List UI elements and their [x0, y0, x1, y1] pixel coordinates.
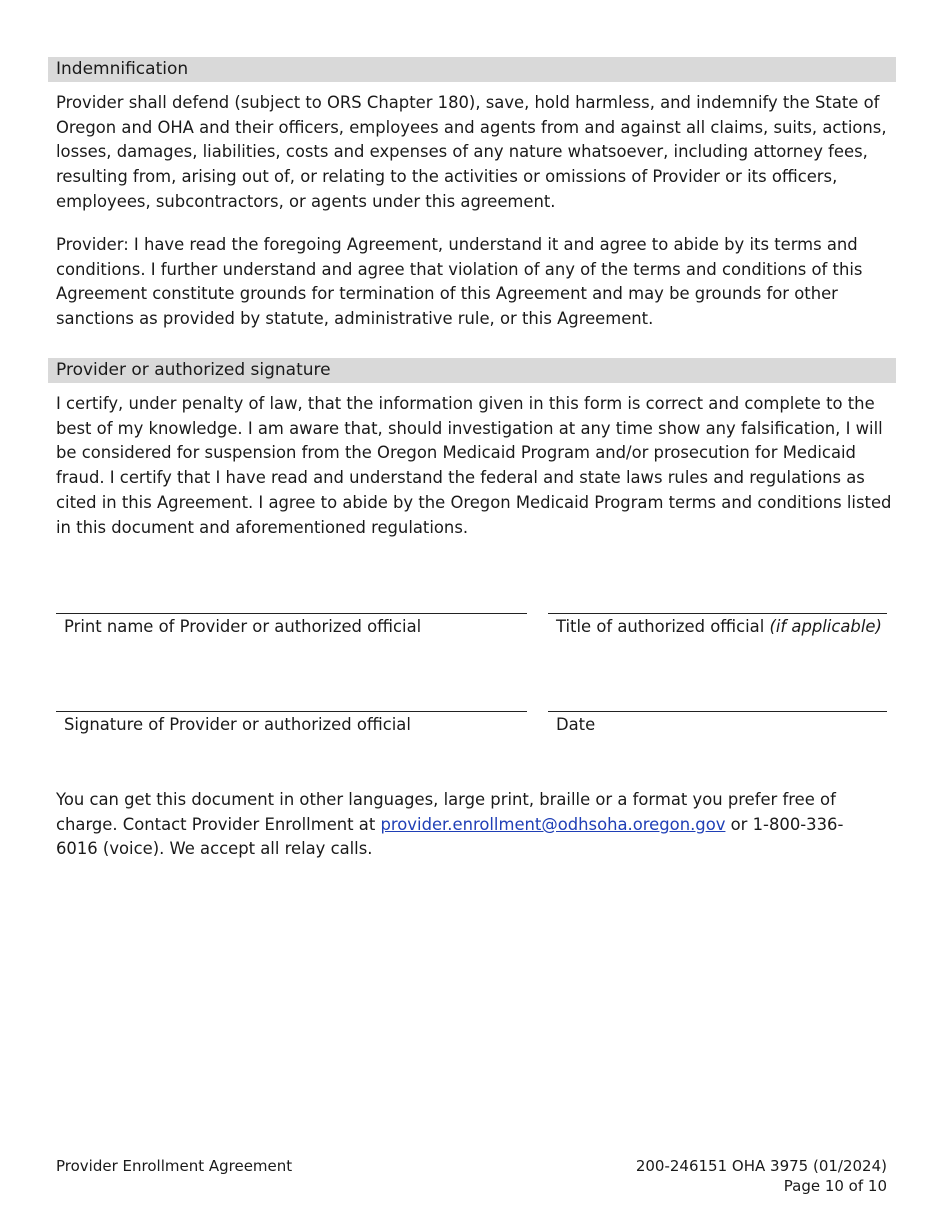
- title-label: [556, 615, 882, 639]
- provider-label: Provider:: [56, 235, 129, 254]
- title-label-note: (if applicable): [769, 617, 882, 636]
- date-label: Date: [556, 715, 596, 734]
- print-name-line[interactable]: [56, 613, 527, 614]
- certification-text: I certify, under penalty of law, that the information given in this form is correct and complete to the best of my knowledge. I am aware that, should investigation at any time show any falsification, I will be considered for suspension from the Oregon Medicaid Program and/or prosecution for Medicaid fraud. I certify that I have read and understand the federal and state laws rules and regulations as cited in this Agreement. I agree to abide by the Oregon Medicaid Program terms and conditions listed in this document and aforementioned regulations.: [56, 394, 892, 537]
- footer-page-number: Page 10 of 10: [783, 1177, 887, 1195]
- accessibility-text-before: You can get this document in other languages, large print, braille or a format you prefer free of charge. Contact Provider Enrollment at: [56, 790, 836, 834]
- enrollment-email-link[interactable]: provider.enrollment@odhsoha.oregon.gov: [380, 814, 726, 834]
- footer-document-title: Provider Enrollment Agreement: [56, 1157, 293, 1175]
- signature-label: Signature of Provider or authorized official: [64, 715, 411, 734]
- signature-line[interactable]: [56, 711, 527, 712]
- accessibility-notice: [56, 788, 856, 862]
- indemnification-heading: Indemnification: [48, 57, 896, 82]
- accessibility-text-after: or 1-800-336-6016 (voice). We accept all relay calls.: [56, 814, 844, 859]
- print-name-label: Print name of Provider or authorized official: [64, 617, 422, 636]
- provider-statement: [56, 233, 892, 332]
- provider-statement-text: I have read the foregoing Agreement, understand it and agree to abide by its terms and conditions. I further understand and agree that violation of any of the terms and conditions of this Agreement constitute grounds for termination of this Agreement and may be grounds for other sanctions as provided by statute, administrative rule, or this Agreement.: [56, 235, 863, 329]
- title-label-text: Title of authorized official: [556, 617, 770, 636]
- indemnification-body: Provider shall defend (subject to ORS Chapter 180), save, hold harmless, and indemnify the State of Oregon and OHA and their officers, employees and agents from and against all claims, suits, actions, losses, damages, liabilities, costs and expenses of any nature whatsoever, including attorney fees, resulting from, arising out of, or relating to the activities or omissions of Provider or its officers, employees, subcontractors, or agents under this agreement.: [56, 93, 887, 211]
- date-line[interactable]: [548, 711, 887, 712]
- signature-section-heading: Provider or authorized signature: [48, 358, 896, 383]
- title-line[interactable]: [548, 613, 887, 614]
- footer-form-number: 200-246151 OHA 3975 (01/2024): [635, 1157, 887, 1175]
